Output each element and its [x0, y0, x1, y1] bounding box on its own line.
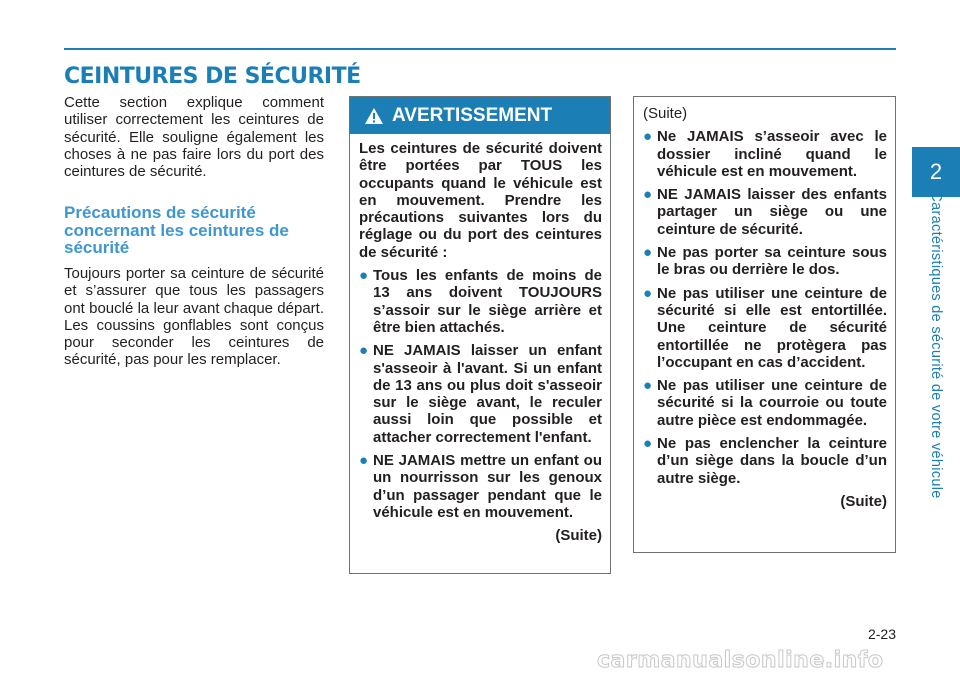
bullet-icon: ●: [359, 452, 369, 470]
bullet-icon: ●: [643, 186, 653, 204]
list-item: ● NE JAMAIS laisser un enfant s'asseoir à l'avant. Si un enfant de 13 ans ou plus doit s'asseoir sur le siège avant, le reculer aussi loin que possible et attacher correctement l'enfant.: [359, 342, 602, 446]
list-item: ● Ne JAMAIS s’asseoir avec le dossier incliné quand le véhicule est en mouvement.: [643, 128, 887, 180]
section-title: CEINTURES DE SÉCURITÉ: [64, 64, 361, 89]
list-item: ● Ne pas utiliser une ceinture de sécurité si la courroie ou toute autre pièce est endommagée.: [643, 377, 887, 429]
list-item: ● NE JAMAIS laisser des enfants partager un siège ou une ceinture de sécurité.: [643, 186, 887, 238]
continuation-content: [634, 97, 895, 510]
warning-list: [359, 267, 602, 521]
list-item: ● Ne pas enclencher la ceinture d’un siège dans la boucle d’un autre siège.: [643, 435, 887, 487]
chapter-tab: 2: [912, 147, 960, 197]
list-item: ● NE JAMAIS mettre un enfant ou un nourrisson sur les genoux d’un passager pendant que le véhicule est en mouvement.: [359, 452, 602, 521]
watermark: carmanualsonline.info: [597, 648, 884, 673]
warning-title: AVERTISSEMENT: [392, 104, 553, 126]
bullet-icon: ●: [359, 267, 369, 285]
list-item: ● Ne pas porter sa ceinture sous le bras ou derrière le dos.: [643, 244, 887, 279]
bullet-icon: ●: [643, 377, 653, 395]
chapter-label: Caractéristiques de sécurité de votre véhicule: [928, 191, 944, 499]
subheading: Précautions de sécurité concernant les ceintures de sécurité: [64, 203, 289, 257]
warning-triangle-icon: [364, 107, 384, 125]
page-number: 2-23: [867, 626, 896, 642]
continued-label: (Suite): [555, 527, 602, 545]
list-item: ● Tous les enfants de moins de 13 ans doivent TOUJOURS s’assoir sur le siège arrière et être bien attachés.: [359, 267, 602, 336]
warning-header: [350, 97, 610, 134]
bullet-icon: ●: [643, 244, 653, 262]
top-rule: [64, 48, 896, 50]
bullet-icon: ●: [359, 342, 369, 360]
bullet-icon: ●: [643, 435, 653, 453]
continuation-list: [643, 128, 887, 487]
bullet-icon: ●: [643, 128, 653, 146]
continuation-lead: (Suite): [643, 105, 688, 122]
warning-box: [349, 96, 611, 574]
continued-label: (Suite): [840, 492, 887, 510]
intro-paragraph: Cette section explique comment utiliser correctement les ceintures de sécurité. Elle souligne également les choses à ne pas faire lors du port des ceintures de sécurité.: [64, 94, 324, 181]
list-item: ● Ne pas utiliser une ceinture de sécurité si elle est entortillée. Une ceinture de sécurité entortillée ne protègera pas l’occupant en cas d’accident.: [643, 284, 887, 371]
warning-content: [350, 134, 610, 545]
continuation-box: [633, 96, 896, 553]
bullet-icon: ●: [643, 284, 653, 302]
warning-lead: Les ceintures de sécurité doivent être portées par TOUS les occupants quand le véhicule est en mouvement. Prendre les précautions suivantes lors du réglage ou du port des ceintures de sécurité :: [359, 140, 602, 261]
body-paragraph: Toujours porter sa ceinture de sécurité et s’assurer que tous les passagers ont bouclé la leur avant chaque départ. Les coussins gonflables sont conçus pour seconder les ceintures de sécurité, pas pour les remplacer.: [64, 265, 324, 369]
